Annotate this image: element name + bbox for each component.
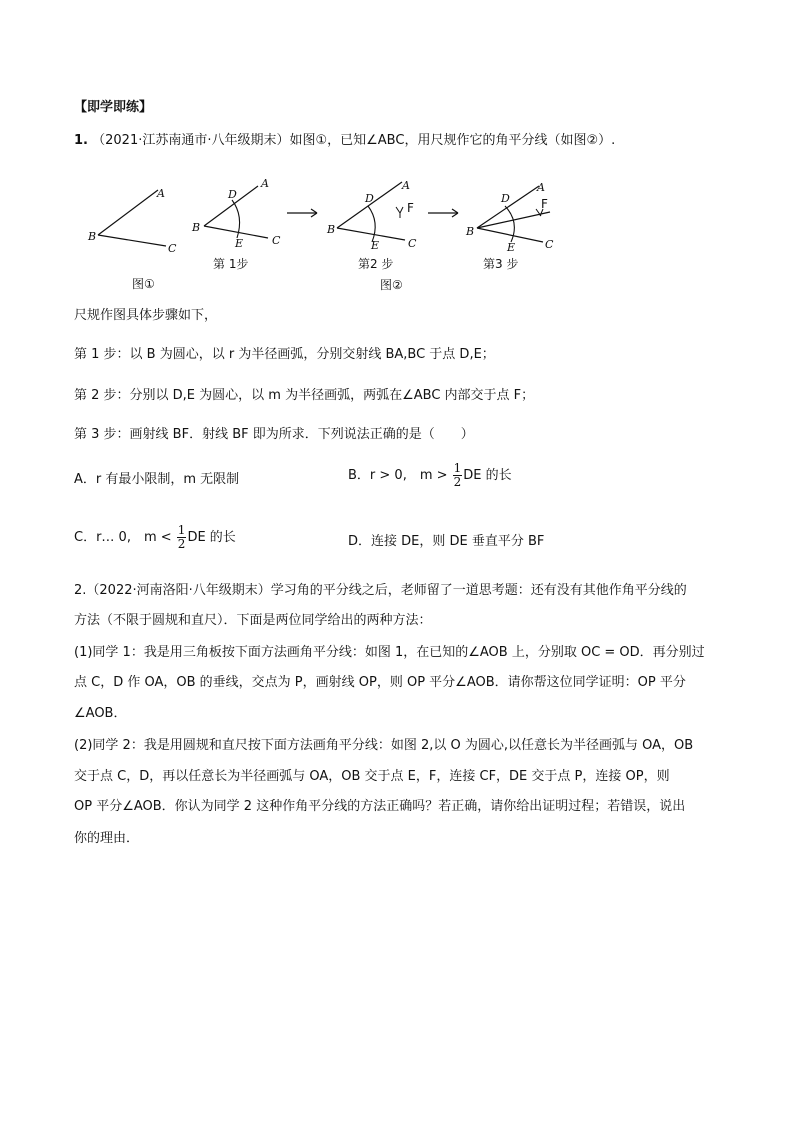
step1-angle <box>191 177 281 250</box>
label-C: C <box>272 234 281 247</box>
label-D: D <box>365 192 374 205</box>
q1-figure <box>80 172 570 297</box>
label-A: A <box>402 179 410 192</box>
label-F: F <box>407 201 414 215</box>
q1-source: （2021·江苏南通市·八年级期末） <box>92 133 290 148</box>
label-D: D <box>228 188 237 201</box>
figure-1-angle <box>87 187 177 255</box>
q1-number: 1. <box>74 133 88 148</box>
q1-stem: 如图①，已知∠ABC，用尺规作它的角平分线（如图②）. <box>289 133 616 148</box>
option-d: D．连接 DE，则 DE 垂直平分 BF <box>348 534 545 549</box>
q2-line: 你的理由． <box>74 831 140 846</box>
q2-line: 点 C，D 作 OA，OB 的垂线，交点为 P，画射线 OP，则 OP 平分∠AOB．请你帮这位同学证明：OP 平分 <box>74 675 686 690</box>
q2-line: ∠AOB． <box>74 706 127 721</box>
step3-angle <box>465 181 554 254</box>
caption-step1: 第 1步 <box>213 257 249 271</box>
label-B: B <box>466 225 475 238</box>
option-c-suffix: DE 的长 <box>187 530 236 545</box>
q2-line: 交于点 C，D，再以任意长为半径画弧与 OA，OB 交于点 E，F，连接 CF，DE 交于点 P，连接 OP，则 <box>74 769 670 784</box>
step3-text: 第 3 步：画射线 BF．射线 BF 即为所求．下列说法正确的是（ ） <box>74 427 474 442</box>
step1-text: 第 1 步：以 B 为圆心，以 r 为半径画弧，分别交射线 BA,BC 于点 D,E； <box>74 347 495 362</box>
label-C: C <box>408 237 417 250</box>
label-A: A <box>537 181 545 194</box>
caption-fig1: 图① <box>132 277 155 291</box>
q2-line: (1)同学 1：我是用三角板按下面方法画角平分线：如图 1，在已知的∠AOB 上，分别取 OC = OD．再分别过 <box>74 645 705 660</box>
q2-line: 方法（不限于圆规和直尺）．下面是两位同学给出的两种方法： <box>74 613 432 628</box>
label-B: B <box>192 221 201 234</box>
q2-line: 2.（2022·河南洛阳·八年级期末）学习角的平分线之后，老师留了一道思考题：还有没有其他作角平分线的 <box>74 583 687 598</box>
option-c-prefix: C．r… 0, m < <box>74 530 172 545</box>
option-c <box>74 524 236 551</box>
q2-line: (2)同学 2：我是用圆规和直尺按下面方法画角平分线：如图 2,以 O 为圆心,以任意长为半径画弧与 OA，OB <box>74 738 694 753</box>
option-b-prefix: B．r > 0, m > <box>348 468 448 483</box>
label-D: D <box>501 192 510 205</box>
q2-line: OP 平分∠AOB．你认为同学 2 这种作角平分线的方法正确吗？若正确，请你给出证明过程；若错误，说出 <box>74 799 686 814</box>
label-E: E <box>507 241 516 254</box>
steps-intro: 尺规作图具体步骤如下， <box>74 308 218 323</box>
step2-text: 第 2 步：分别以 D,E 为圆心，以 m 为半径画弧，两弧在∠ABC 内部交于点 F； <box>74 388 535 403</box>
label-C: C <box>545 238 554 251</box>
option-b <box>348 462 512 489</box>
fraction-half: $\frac{1}{2}$ <box>453 461 462 489</box>
label-F: F <box>541 197 548 211</box>
section-header: 【即学即练】 <box>74 100 153 115</box>
label-C: C <box>168 242 177 255</box>
arrow-right-icon <box>428 209 458 217</box>
label-B: B <box>327 223 336 236</box>
caption-fig2: 图② <box>380 278 403 292</box>
option-b-suffix: DE 的长 <box>463 468 512 483</box>
label-A: A <box>261 177 269 190</box>
label-E: E <box>235 237 244 250</box>
label-E: E <box>371 239 380 252</box>
option-a: A．r 有最小限制，m 无限制 <box>74 472 240 487</box>
q1-stem-line <box>74 131 615 151</box>
label-A: A <box>157 187 165 200</box>
caption-step3: 第3 步 <box>483 257 519 271</box>
fraction-half: $\frac{1}{2}$ <box>177 523 186 551</box>
step2-angle <box>326 179 417 252</box>
caption-step2: 第2 步 <box>358 257 394 271</box>
label-B: B <box>88 230 97 243</box>
arrow-right-icon <box>287 209 317 217</box>
